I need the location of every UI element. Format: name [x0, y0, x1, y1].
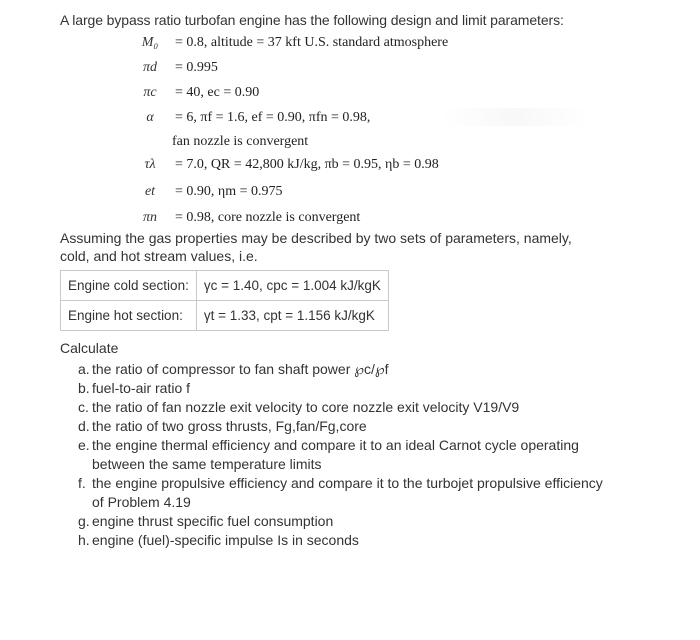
list-item [60, 360, 612, 379]
props-cell: γt = 1.33, cpt = 1.156 kJ/kgK [196, 301, 388, 331]
param-value: = 6, πf = 1.6, ef = 0.90, πfn = 0.98, [175, 110, 371, 125]
item-text: the ratio of compressor to fan shaft power ℘c/℘f [92, 361, 389, 377]
assumption-line-1: Assuming the gas properties may be described by two sets of parameters, namely, [60, 230, 572, 246]
param-value: = 0.8, altitude = 37 kft U.S. standard atmosphere [175, 35, 449, 50]
param-value: = 7.0, QR = 42,800 kJ/kg, πb = 0.95, ηb = 0.98 [175, 157, 439, 172]
item-label: a. [78, 361, 90, 377]
param-symbol: πd [142, 60, 157, 75]
item-label: c. [78, 399, 89, 415]
gas-properties-table [60, 270, 389, 331]
item-text: the ratio of fan nozzle exit velocity to core nozzle exit velocity V19/V9 [92, 399, 520, 415]
assumption-line-2: cold, and hot stream values, i.e. [60, 248, 258, 264]
param-value: = 0.995 [175, 60, 218, 75]
list-item [60, 474, 612, 512]
list-item [60, 531, 612, 550]
param-symbol: πc [143, 85, 157, 100]
item-text: the engine propulsive efficiency and compare it to the turbojet propulsive efficiency of Problem 4.19 [92, 475, 603, 510]
table-row [61, 301, 389, 331]
item-label: g. [78, 513, 90, 529]
calculate-list [60, 340, 612, 550]
item-text: fuel-to-air ratio f [92, 380, 191, 396]
list-item [60, 417, 612, 436]
param-symbol: τλ [144, 157, 156, 172]
table-row [61, 271, 389, 301]
param-symbol: α [146, 110, 154, 125]
param-symbol: et [144, 184, 156, 199]
param-symbol: πn [142, 210, 157, 225]
item-label: f. [78, 475, 86, 491]
section-cell: Engine cold section: [61, 271, 197, 301]
param-value: = 0.90, ηm = 0.975 [175, 184, 283, 199]
item-text: the ratio of two gross thrusts, Fg,fan/Fg,core [92, 418, 367, 434]
list-item [60, 379, 612, 398]
item-label: e. [78, 437, 90, 453]
faded-scan-artifact [440, 108, 590, 126]
list-item [60, 436, 612, 474]
section-cell: Engine hot section: [61, 301, 197, 331]
param-value: = 40, ec = 0.90 [175, 85, 260, 100]
param-value: = 0.98, core nozzle is convergent [175, 210, 361, 225]
list-item [60, 512, 612, 531]
item-text: engine (fuel)-specific impulse Is in seconds [92, 532, 359, 548]
fan-nozzle-note: fan nozzle is convergent [172, 134, 309, 149]
item-label: h. [78, 532, 90, 548]
intro-text: A large bypass ratio turbofan engine has the following design and limit parameters: [60, 12, 564, 28]
param-symbol: M₀ [141, 35, 159, 50]
item-label: d. [78, 418, 90, 434]
props-cell: γc = 1.40, cpc = 1.004 kJ/kgK [196, 271, 388, 301]
item-text: engine thrust specific fuel consumption [92, 513, 334, 529]
item-text: the engine thermal efficiency and compare it to an ideal Carnot cycle operating between the same temperature limits [92, 437, 579, 472]
item-label: b. [78, 380, 90, 396]
list-item [60, 398, 612, 417]
calculate-heading: Calculate [60, 340, 119, 356]
